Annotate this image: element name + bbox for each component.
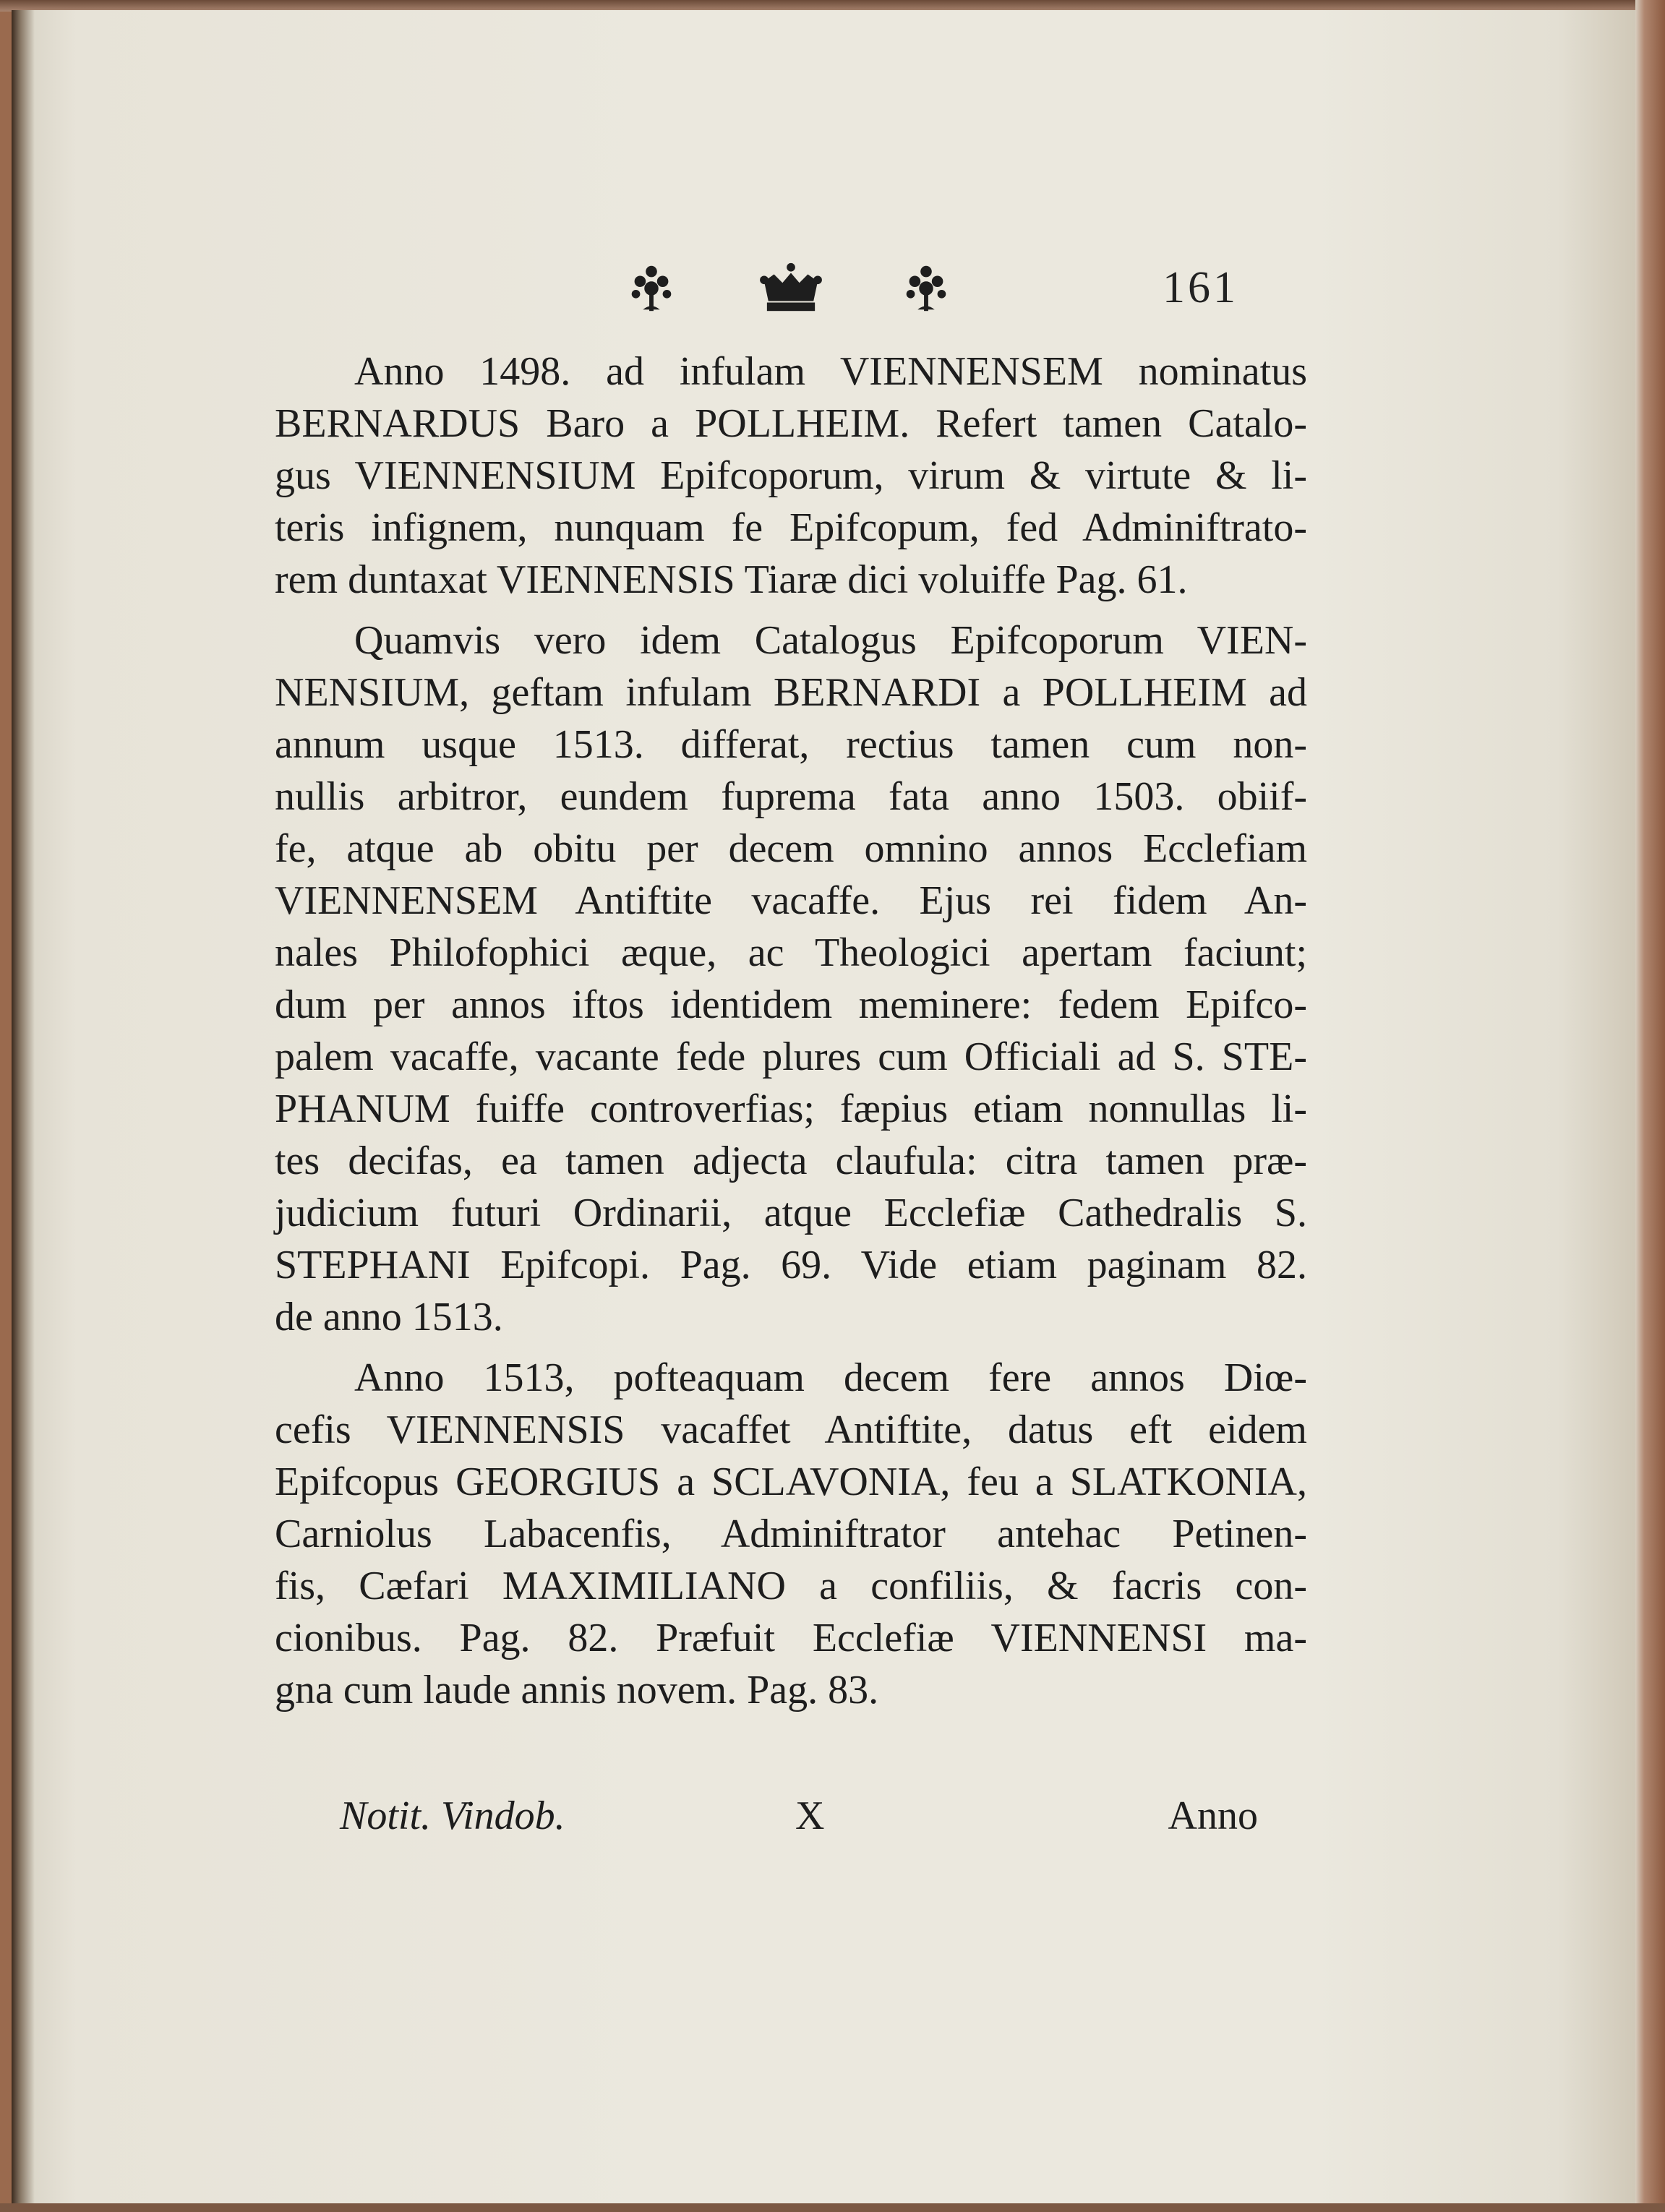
text-line: dum per annos iftos identidem meminere: fedem Epifco-: [275, 982, 1307, 1027]
text-line: Anno 1498. ad infulam VIENNENSEM nominatus: [354, 349, 1307, 394]
page-fore-edge: [1635, 0, 1665, 2212]
fleuron-icon: [623, 260, 680, 317]
text-line: BERNARDUS Baro a POLLHEIM. Refert tamen Catalo-: [275, 401, 1307, 446]
paragraph-gap: [275, 1343, 1307, 1352]
text-line: STEPHANI Epifcopi. Pag. 69. Vide etiam paginam 82.: [275, 1243, 1307, 1287]
text-line: cefis VIENNENSIS vacaffet Antiftite, datus eft eidem: [275, 1407, 1307, 1452]
signature-mark: X: [795, 1793, 825, 1838]
text-line: nales Philofophici æque, ac Theologici apertam faciunt;: [275, 930, 1307, 975]
paragraph: [275, 614, 1307, 1343]
fleuron-icon: [898, 260, 954, 317]
text-line: de anno 1513.: [275, 1295, 503, 1339]
paragraph-gap: [275, 606, 1307, 614]
text-line: judicium futuri Ordinarii, atque Ecclefiæ Cathedralis S.: [275, 1191, 1307, 1235]
text-line: palem vacaffe, vacante fede plures cum Officiali ad S. STE-: [275, 1034, 1307, 1079]
text-line: Carniolus Labacenfis, Adminiftrator antehac Petinen-: [275, 1512, 1307, 1556]
signature-title: Notit. Vindob.: [340, 1793, 565, 1838]
text-line: NENSIUM, geftam infulam BERNARDI a POLLHEIM ad: [275, 670, 1307, 715]
text-line: Epifcopus GEORGIUS a SCLAVONIA, feu a SLATKONIA,: [275, 1459, 1307, 1504]
text-line: fis, Cæfari MAXIMILIANO a confiliis, & facris con-: [275, 1564, 1307, 1608]
body-text: [275, 346, 1307, 1716]
text-line: tes decifas, ea tamen adjecta claufula: citra tamen præ-: [275, 1139, 1307, 1183]
text-line: Anno 1513, pofteaquam decem fere annos Diœ-: [354, 1355, 1307, 1400]
text-line: cionibus. Pag. 82. Præfuit Ecclefiæ VIENNENSI ma-: [275, 1616, 1307, 1660]
text-line: fe, atque ab obitu per decem omnino annos Ecclefiam: [275, 826, 1307, 871]
text-line: annum usque 1513. differat, rectius tamen cum non-: [275, 722, 1307, 767]
page-bottom-edge: [0, 2203, 1665, 2212]
page-number: 161: [1163, 263, 1238, 312]
binding-gutter-shadow: [12, 10, 35, 2205]
text-line: teris infignem, nunquam fe Epifcopum, fed Adminiftrato-: [275, 505, 1307, 550]
text-line: nullis arbitror, eundem fuprema fata anno 1503. obiif-: [275, 774, 1307, 819]
page-footer: [340, 1787, 1258, 1845]
text-line: PHANUM fuiffe controverfias; fæpius etiam nonnullas li-: [275, 1086, 1307, 1131]
text-line: gna cum laude annis novem. Pag. 83.: [275, 1668, 879, 1712]
paragraph: [275, 346, 1307, 606]
crown-icon: [758, 260, 824, 317]
paragraph: [275, 1352, 1307, 1716]
text-line: Quamvis vero idem Catalogus Epifcoporum VIEN-: [354, 618, 1307, 663]
catchword: Anno: [1168, 1793, 1258, 1838]
text-line: gus VIENNENSIUM Epifcoporum, virum & virtute & li-: [275, 453, 1307, 498]
text-line: VIENNENSEM Antiftite vacaffe. Ejus rei fidem An-: [275, 878, 1307, 923]
text-line: rem duntaxat VIENNENSIS Tiaræ dici voluiffe Pag. 61.: [275, 557, 1188, 602]
